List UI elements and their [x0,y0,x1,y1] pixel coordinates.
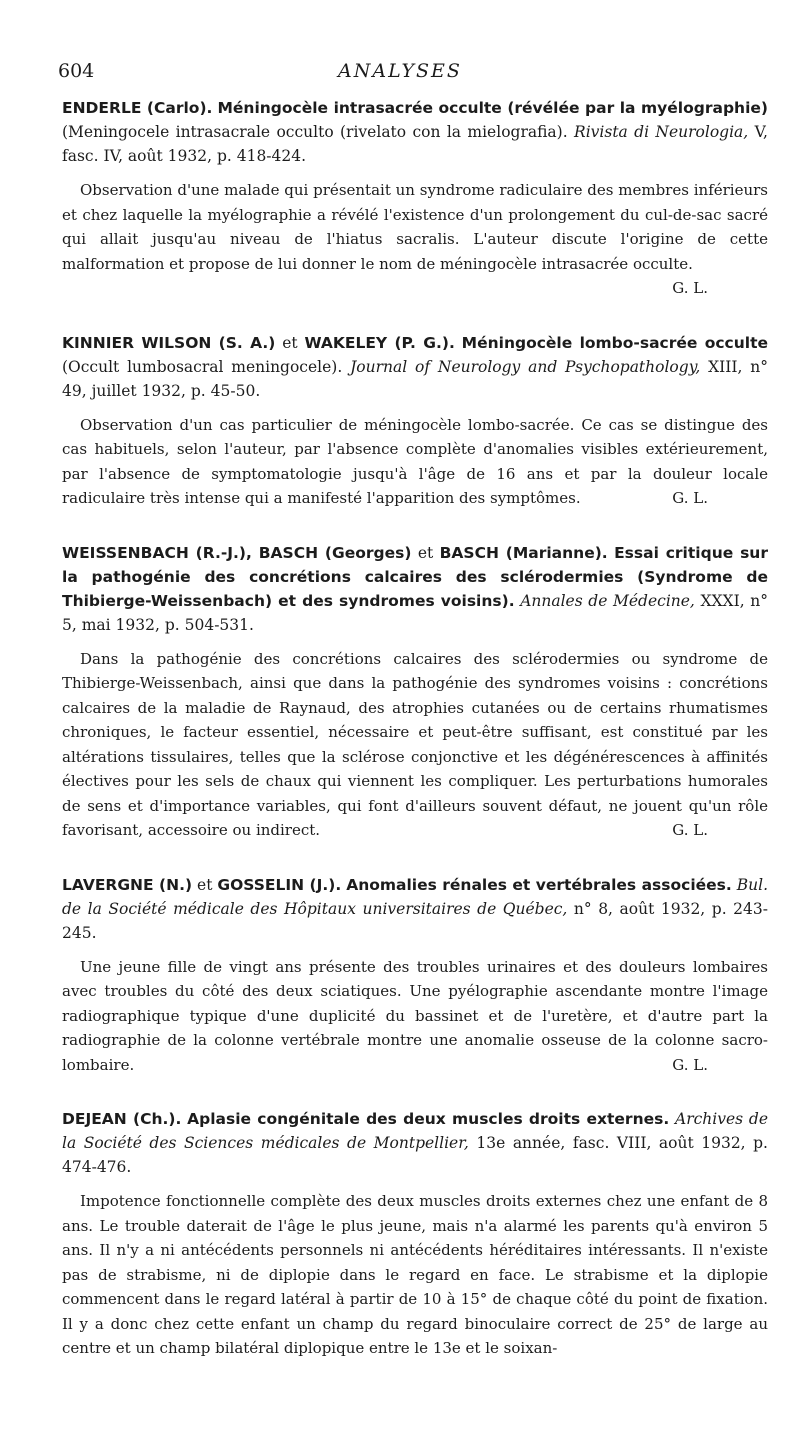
citation [62,873,768,945]
abstract-text: Une jeune fille de vingt ans présente des troubles urinaires et des douleurs lombaires avec troubles du côté des deux sciatiques. Une pyélographie ascendante montre l'image radiographique typique d'une duplicité du bassinet et de l'uretère, et d'autre part la radiographie de la colonne vertébrale montre une anomalie osseuse de la colonne sacro-lombaire. [62,957,768,1074]
abstract-text: Observation d'un cas particulier de méningocèle lombo-sacrée. Ce cas se distingue des cas habituels, selon l'auteur, par l'absence complète d'anomalies visibles extérieurement, par l'absence de symptomatologie jusqu'à l'âge de 16 ans et par la douleur locale radiculaire très intense qui a manifesté l'apparition des symptômes. [62,415,768,507]
author-connector: et [197,875,213,894]
citation [62,1107,768,1179]
publication-details: 13e année, fasc. VIII, août 1932, p. 474-476. [62,1134,768,1176]
co-authors: GOSSELIN (J.). [217,875,342,894]
publication-details: n° 8, août 1932, p. 243-245. [62,899,768,942]
authors: ENDERLE (Carlo). [62,99,213,117]
page-number: 604 [58,60,95,82]
citation [62,331,768,403]
author-connector: et [417,543,434,562]
journal-name: Bul. de la Société médicale des Hôpitaux universitaires de Québec, [62,875,768,918]
citation [62,96,768,168]
abstract-text: Dans la pathogénie des concrétions calcaires des sclérodermies ou syndrome de Thibierge-Weissenbach, ainsi que dans la pathogénie des syndromes voisins : concrétions calcaires de la maladie de Raynaud, des atrophies cutanées ou de certains rhumatismes chroniques, le facteur essentiel, nécessaire et peut-être suffisant, est constitué par les altérations tissulaires, telles que la sclérose conjonctive et les dégénérescences à affinités électives pour les sels de chaux qui viennent les compliquer. Les perturbations humorales de sens et d'importance variables, qui font d'ailleurs souvent défaut, ne jouent qu'un rôle favorisant, accessoire ou indirect. [62,649,768,839]
article-body [62,96,768,1391]
review-entry [62,331,768,511]
abstract [62,647,768,843]
reviewer-signature: G. L. [672,821,708,839]
authors: WEISSENBACH (R.-J.), BASCH (Georges) [62,543,412,562]
authors: DEJEAN (Ch.). [62,1110,182,1128]
review-entry [62,873,768,1078]
authors: KINNIER WILSON (S. A.) [62,333,276,352]
article-title: Anomalies rénales et vertébrales associées. [346,875,732,894]
running-title: ANALYSES [338,60,462,82]
journal-name: Rivista di Neurologia, [574,123,749,141]
reviewer-signature: G. L. [672,489,708,507]
author-connector: et [282,333,298,352]
review-entry [62,96,768,301]
original-title: (Meningocele intrasacrale occulto (rivelato con la mielografia). [62,123,568,141]
article-title: Méningocèle intrasacrée occulte (révélée par la myélographie) [217,99,768,117]
publication-details: XXXI, n° 5, mai 1932, p. 504-531. [62,591,768,634]
co-authors: WAKELEY (P. G.). [304,333,455,352]
review-entry [62,541,768,843]
abstract-text: Impotence fonctionnelle complète des deux muscles droits externes chez une enfant de 8 ans. Le trouble daterait de l'âge le plus jeune, mais n'a alarmé les parents qu'à environ 5 ans. Il n'y a ni antécédents personnels ni antécédents héréditaires intéressants. Il n'existe pas de strabisme, ni de diplopie dans le regard en face. Le strabisme et la diplopie commencent dans le regard latéral à partir de 10 à 15° de chaque côté du point de fixation. Il y a donc chez cette enfant un champ du regard binoculaire correct de 25° de large au centre et un champ bilatéral diplopique entre le 13e et le soixan- [62,1192,768,1357]
review-entry [62,1107,768,1361]
article-title: Aplasie congénitale des deux muscles droits externes. [187,1110,670,1128]
journal-name: Journal of Neurology and Psychopathology, [350,357,701,376]
citation [62,541,768,637]
original-title: (Occult lumbosacral meningocele). [62,357,343,376]
abstract [62,413,768,511]
authors: LAVERGNE (N.) [62,875,193,894]
publication-details: V, fasc. IV, août 1932, p. 418-424. [62,123,768,165]
article-title: Essai critique sur la pathogénie des concrétions calcaires des sclérodermies (Syndrome de Thibierge-Weissenbach) et des syndromes voisins). [62,543,768,610]
article-title: Méningocèle lombo-sacrée occulte [461,333,768,352]
reviewer-signature: G. L. [672,279,708,297]
journal-name: Annales de Médecine, [520,591,695,610]
journal-name: Archives de la Société des Sciences médicales de Montpellier, [62,1110,768,1152]
abstract [62,178,768,297]
abstract [62,955,768,1078]
running-header [0,60,800,84]
abstract [62,1189,768,1361]
publication-details: XIII, n° 49, juillet 1932, p. 45-50. [62,357,769,400]
reviewer-signature: G. L. [672,1055,708,1074]
co-authors: BASCH (Marianne). [439,543,608,562]
abstract-text: Observation d'une malade qui présentait un syndrome radiculaire des membres inférieurs et chez laquelle la myélographie a révélé l'existence d'un prolongement du cul-de-sac sacré qui allait jusqu'au niveau de l'hiatus sacralis. L'auteur discute l'origine de cette malformation et propose de lui donner le nom de méningocèle intrasacrée occulte. [62,181,768,273]
